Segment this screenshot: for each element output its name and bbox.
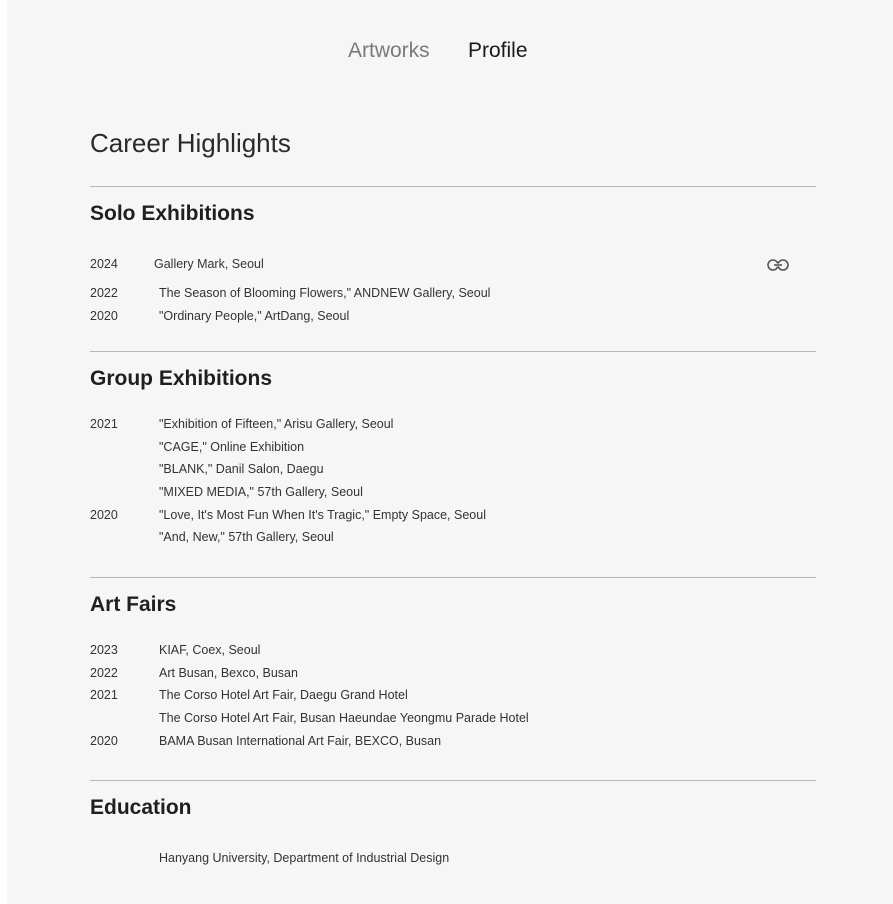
row-text: "Exhibition of Fifteen," Arisu Gallery, Seoul [159, 417, 394, 431]
row-year: 2022 [90, 286, 118, 300]
row-text: BAMA Busan International Art Fair, BEXCO, Busan [159, 733, 442, 748]
row-year: 2023 [90, 643, 118, 657]
row-year: 2020 [90, 308, 118, 323]
row-text: "Ordinary People," ArtDang, Seoul [159, 308, 350, 323]
list-item [90, 413, 816, 436]
list-item [90, 436, 816, 459]
education-section [90, 780, 816, 865]
row-year: 2020 [90, 733, 118, 748]
list-item [90, 847, 816, 870]
list-item [90, 504, 816, 527]
list-item [90, 458, 816, 481]
link-icon[interactable] [767, 259, 789, 271]
section-divider [90, 186, 816, 187]
section-heading: Solo Exhibitions [90, 202, 255, 225]
row-text: "And, New," 57th Gallery, Seoul [159, 530, 334, 545]
row-year: 2021 [90, 417, 118, 431]
education-list [90, 847, 816, 870]
row-year: 2024 [90, 257, 118, 271]
art-fairs-section [90, 577, 816, 748]
solo-exhibitions-section [90, 186, 816, 323]
row-text: Art Busan, Bexco, Busan [159, 665, 298, 680]
list-item [90, 662, 816, 685]
art-fairs-list [90, 639, 816, 752]
row-text: The Corso Hotel Art Fair, Busan Haeundae Yeongmu Parade Hotel [159, 711, 529, 726]
section-heading: Education [90, 796, 192, 819]
nav-artworks-link[interactable]: Artworks [348, 39, 430, 62]
row-text: KIAF, Coex, Seoul [159, 643, 261, 657]
section-divider [90, 780, 816, 781]
list-item [90, 730, 816, 753]
list-item [90, 481, 816, 504]
section-divider [90, 351, 816, 352]
page-title: Career Highlights [90, 128, 291, 158]
list-item [90, 282, 816, 305]
section-divider [90, 577, 816, 578]
row-text: Gallery Mark, Seoul [154, 257, 264, 271]
list-item [90, 253, 816, 282]
list-item [90, 305, 816, 328]
section-heading: Group Exhibitions [90, 367, 272, 390]
nav-profile-link[interactable]: Profile [468, 39, 528, 62]
row-year: 2022 [90, 665, 118, 680]
row-year: 2020 [90, 507, 118, 522]
solo-exhibitions-list [90, 253, 816, 327]
row-text: The Corso Hotel Art Fair, Daegu Grand Hotel [159, 688, 408, 703]
row-text: "MIXED MEDIA," 57th Gallery, Seoul [159, 485, 363, 500]
section-heading: Art Fairs [90, 593, 177, 616]
row-text: "CAGE," Online Exhibition [159, 439, 305, 454]
list-item [90, 684, 816, 707]
list-item [90, 526, 816, 549]
profile-page [7, 0, 893, 904]
list-item [90, 707, 816, 730]
row-text: The Season of Blooming Flowers," ANDNEW Gallery, Seoul [159, 286, 491, 300]
row-year: 2021 [90, 688, 118, 703]
row-text: "BLANK," Danil Salon, Daegu [159, 462, 324, 477]
row-text: "Love, It's Most Fun When It's Tragic," Empty Space, Seoul [159, 507, 486, 522]
group-exhibitions-section [90, 351, 816, 545]
list-item [90, 639, 816, 662]
top-nav [7, 38, 893, 64]
row-text: Hanyang University, Department of Industrial Design [159, 851, 450, 865]
group-exhibitions-list [90, 413, 816, 549]
